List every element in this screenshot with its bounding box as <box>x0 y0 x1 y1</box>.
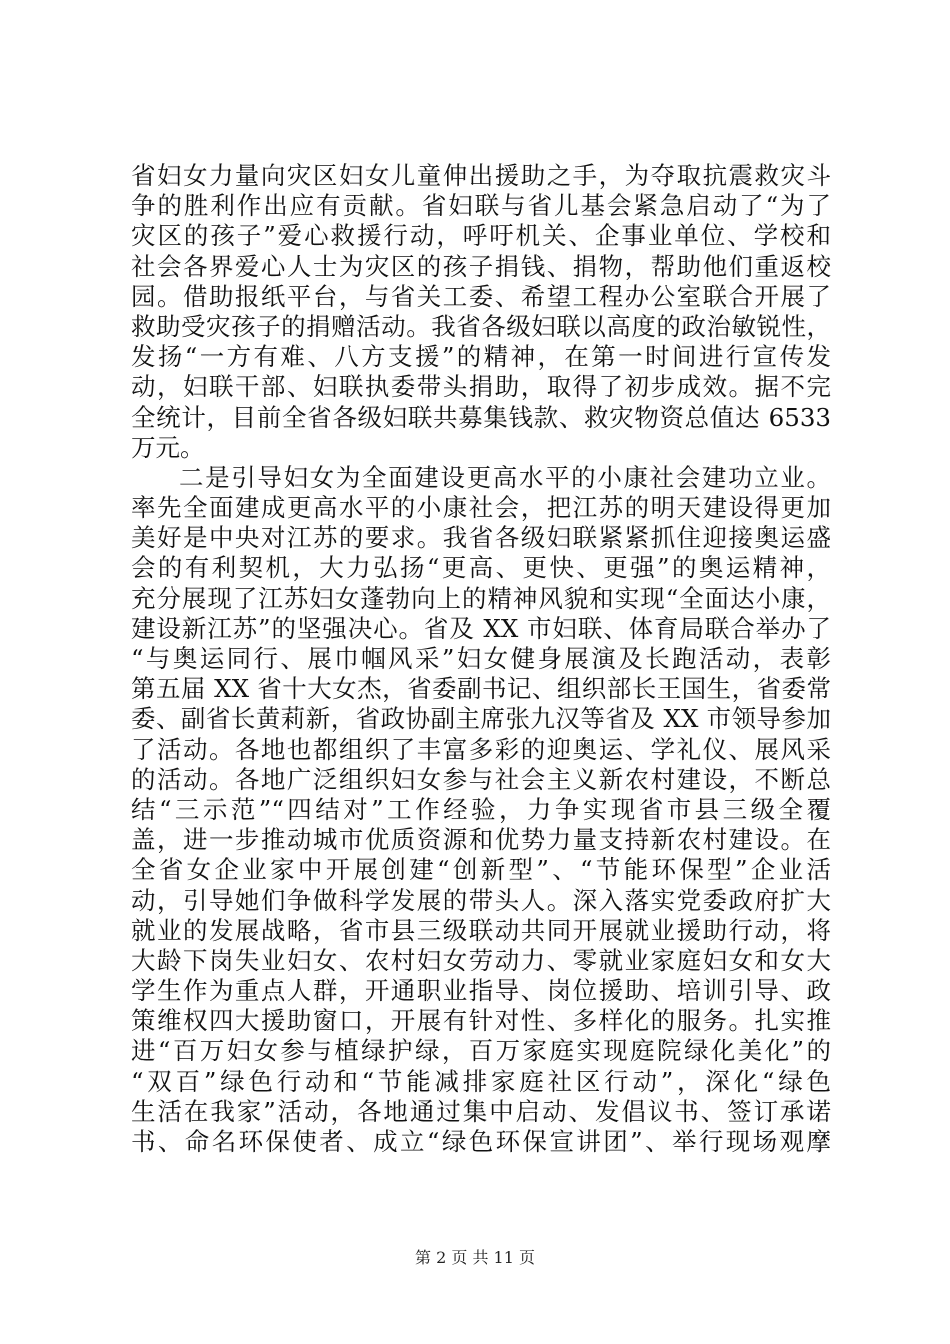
text-line: 进“百万妇女参与植绿护绿，百万家庭实现庭院绿化美化”的 <box>131 1036 831 1066</box>
text-line: 全统计，目前全省各级妇联共募集钱款、救灾物资总值达 6533 <box>131 402 831 432</box>
text-line: 盖，进一步推动城市优质资源和优势力量支持新农村建设。在 <box>131 825 831 855</box>
text-line: 委、副省长黄莉新，省政协副主席张九汉等省及 XX 市领导参加 <box>131 704 831 734</box>
text-line: “双百”绿色行动和“节能减排家庭社区行动”，深化“绿色 <box>131 1066 831 1096</box>
text-line: 动，妇联干部、妇联执委带头捐助，取得了初步成效。据不完 <box>131 372 831 402</box>
text-line: 争的胜利作出应有贡献。省妇联与省儿基会紧急启动了“为了 <box>131 191 831 221</box>
text-line: 第五届 XX 省十大女杰，省委副书记、组织部长王国生，省委常 <box>131 674 831 704</box>
text-line: 学生作为重点人群，开通职业指导、岗位援助、培训引导、政 <box>131 976 831 1006</box>
text-line: 社会各界爱心人士为灾区的孩子捐钱、捐物，帮助他们重返校 <box>131 251 831 281</box>
text-line: 大龄下岗失业妇女、农村妇女劳动力、零就业家庭妇女和女大 <box>131 945 831 975</box>
text-line: 结“三示范”“四结对”工作经验，力争实现省市县三级全覆 <box>131 794 831 824</box>
text-line: 充分展现了江苏妇女蓬勃向上的精神风貌和实现“全面达小康， <box>131 583 831 613</box>
paragraph-start-line: 二是引导妇女为全面建设更高水平的小康社会建功立业。 <box>179 462 831 492</box>
text-line: 灾区的孩子”爱心救援行动，呼吁机关、企事业单位、学校和 <box>131 221 831 251</box>
text-line: 救助受灾孩子的捐赠活动。我省各级妇联以高度的政治敏锐性， <box>131 311 831 341</box>
text-line: 会的有利契机，大力弘扬“更高、更快、更强”的奥运精神， <box>131 553 831 583</box>
text-line: 动，引导她们争做科学发展的带头人。深入落实党委政府扩大 <box>131 885 831 915</box>
text-line: 美好是中央对江苏的要求。我省各级妇联紧紧抓住迎接奥运盛 <box>131 523 831 553</box>
text-line: 生活在我家”活动，各地通过集中启动、发倡议书、签订承诺 <box>131 1096 831 1126</box>
text-line: 建设新江苏”的坚强决心。省及 XX 市妇联、体育局联合举办了 <box>131 613 831 643</box>
text-line: 书、命名环保使者、成立“绿色环保宣讲团”、举行现场观摩 <box>131 1127 831 1156</box>
text-line: 园。借助报纸平台，与省关工委、希望工程办公室联合开展了 <box>131 281 831 311</box>
text-line: 策维权四大援助窗口，开展有针对性、多样化的服务。扎实推 <box>131 1006 831 1036</box>
text-line: 率先全面建成更高水平的小康社会，把江苏的明天建设得更加 <box>131 493 831 523</box>
text-line: 万元。 <box>131 432 205 462</box>
text-line: 就业的发展战略，省市县三级联动共同开展就业援助行动，将 <box>131 915 831 945</box>
text-line: 了活动。各地也都组织了丰富多彩的迎奥运、学礼仪、展风采 <box>131 734 831 764</box>
text-line: 全省女企业家中开展创建“创新型”、“节能环保型”企业活 <box>131 855 831 885</box>
page-number-label: 第 2 页 共 11 页 <box>415 1248 535 1267</box>
text-line: 的活动。各地广泛组织妇女参与社会主义新农村建设，不断总 <box>131 764 831 794</box>
text-line: 发扬“一方有难、八方支援”的精神，在第一时间进行宣传发 <box>131 342 831 372</box>
body-text <box>131 161 831 1157</box>
text-line: “与奥运同行、展巾帼风采”妇女健身展演及长跑活动，表彰 <box>131 644 831 673</box>
page-footer <box>0 1245 950 1268</box>
text-line: 省妇女力量向灾区妇女儿童伸出援助之手，为夺取抗震救灾斗 <box>131 161 831 190</box>
